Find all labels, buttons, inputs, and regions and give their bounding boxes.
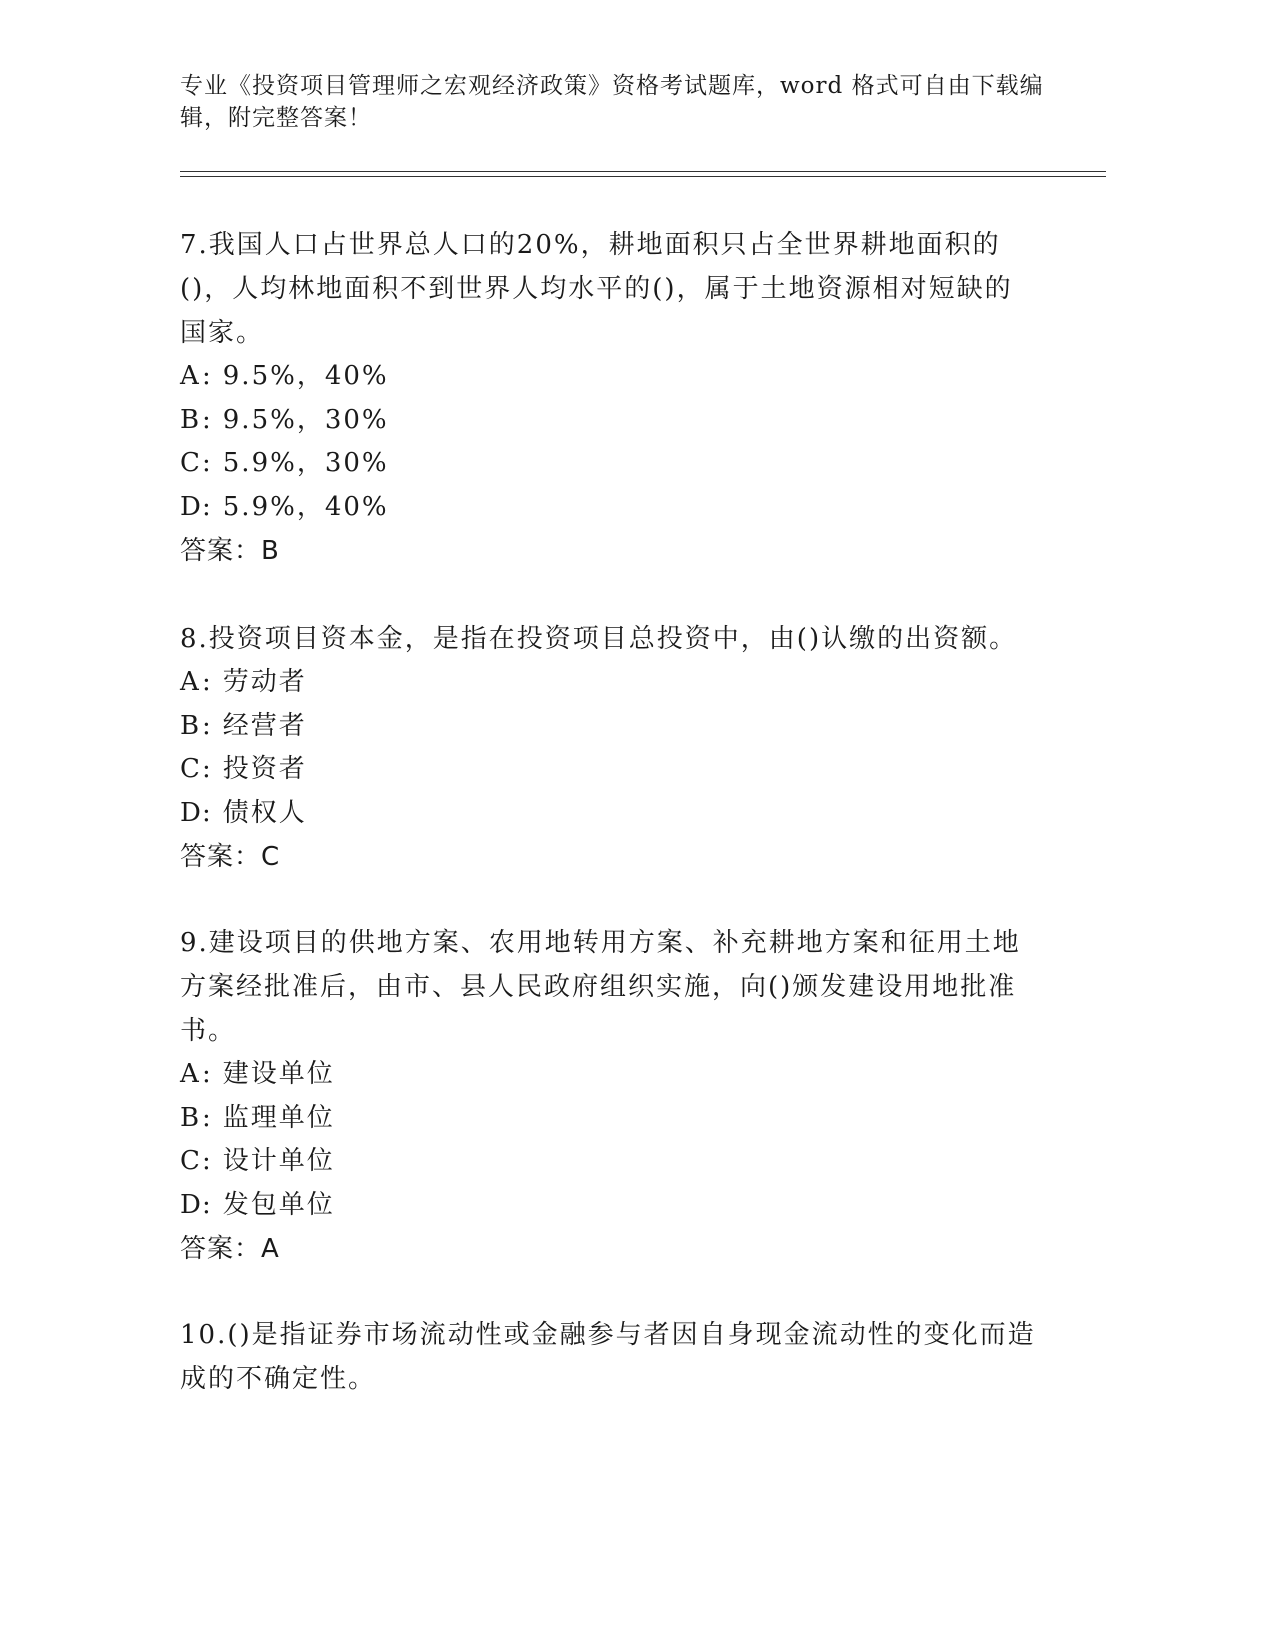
option-b: B: 经营者 [180, 705, 1040, 749]
option-letter: D [180, 1189, 203, 1220]
question-9 [180, 921, 1040, 1271]
option-text: 监理单位 [222, 1102, 335, 1133]
document-header: 专业《投资项目管理师之宏观经济政策》资格考试题库，word 格式可自由下载编辑，附完整答案！ [180, 73, 1044, 131]
option-letter: C [180, 448, 202, 478]
option-b: B: 9.5%，30% [180, 399, 1040, 443]
option-text: 经营者 [222, 710, 307, 741]
option-a: A: 劳动者 [180, 661, 1040, 705]
question-stem: 10.()是指证券市场流动性或金融参与者因自身现金流动性的变化而造成的不确定性。 [180, 1320, 1036, 1394]
option-b: B: 监理单位 [180, 1097, 1040, 1141]
question-10 [180, 1313, 1040, 1401]
option-a: A: 建设单位 [180, 1053, 1040, 1097]
question-8 [180, 617, 1040, 879]
option-text: 劳动者 [222, 667, 307, 697]
option-text: 9.5%，40% [222, 361, 389, 391]
option-c: C: 5.9%，30% [180, 442, 1040, 486]
header-divider-bottom [180, 176, 1106, 177]
option-c: C: 投资者 [180, 748, 1040, 792]
option-letter: C [180, 1146, 202, 1176]
option-text: 9.5%，30% [222, 404, 389, 435]
header-divider-top [180, 171, 1106, 172]
option-text: 5.9%，30% [222, 448, 389, 478]
option-text: 5.9%，40% [222, 491, 389, 522]
question-stem: 8.投资项目资本金，是指在投资项目总投资中，由()认缴的出资额。 [180, 624, 1018, 654]
option-d: D: 发包单位 [180, 1184, 1040, 1228]
option-letter: B [180, 710, 202, 741]
option-letter: B [180, 1102, 202, 1133]
option-letter: D [180, 491, 203, 522]
option-d: D: 5.9%，40% [180, 486, 1040, 530]
option-text: 投资者 [222, 754, 307, 784]
question-7 [180, 223, 1040, 573]
option-letter: C [180, 754, 202, 784]
question-stem: 7.我国人口占世界总人口的20%，耕地面积只占全世界耕地面积的()，人均林地面积不到世界人均水平的()，属于土地资源相对短缺的国家。 [180, 230, 1013, 348]
option-letter: D [180, 797, 203, 828]
option-text: 发包单位 [222, 1189, 335, 1220]
option-text: 债权人 [222, 797, 307, 828]
answer-line: 答案：B [180, 536, 280, 566]
option-a: A: 9.5%，40% [180, 355, 1040, 399]
option-letter: A [180, 667, 201, 697]
option-letter: A [180, 1059, 201, 1089]
option-text: 设计单位 [222, 1146, 335, 1176]
question-stem: 9.建设项目的供地方案、农用地转用方案、补充耕地方案和征用土地方案经批准后，由市、县人民政府组织实施，向()颁发建设用地批准书。 [180, 928, 1021, 1046]
option-c: C: 设计单位 [180, 1140, 1040, 1184]
option-letter: B [180, 404, 202, 435]
option-letter: A [180, 361, 201, 391]
answer-line: 答案：C [180, 842, 281, 872]
option-d: D: 债权人 [180, 792, 1040, 836]
option-text: 建设单位 [222, 1059, 335, 1089]
answer-line: 答案：A [180, 1234, 280, 1264]
